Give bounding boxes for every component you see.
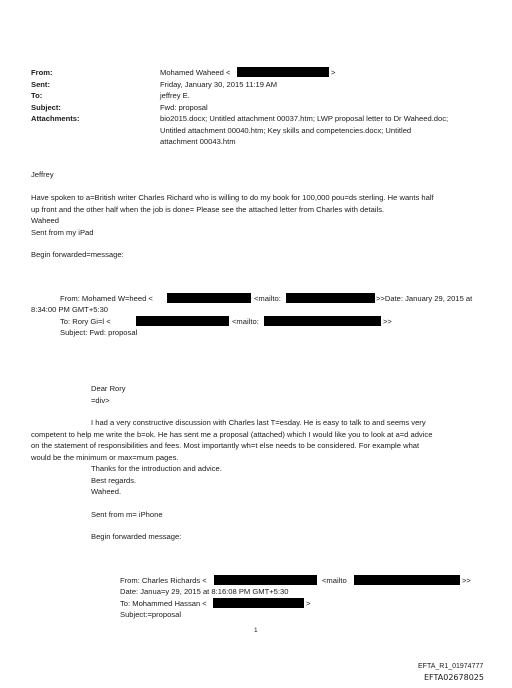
redaction-box xyxy=(354,575,460,585)
fwd2-close: >> xyxy=(462,576,471,585)
fwd1-date: >>Date: January 29, 2015 at xyxy=(376,294,473,303)
sent-value: Friday, January 30, 2015 11:19 AM xyxy=(160,80,278,89)
page-number: 1 xyxy=(254,627,258,634)
bates-number-2: EFTA02678025 xyxy=(424,673,484,682)
thanks-line: Thanks for the introduction and advice. xyxy=(91,464,222,473)
body-line: Have spoken to a=British writer Charles Richard who is willing to do my book for 100,000 pou=ds sterling. He wants half xyxy=(31,193,434,202)
message-line: would be the minimum or max=mum pages. xyxy=(31,453,179,462)
redaction-box xyxy=(214,575,317,585)
fwd2-to: To: Mohammed Hassan < xyxy=(120,599,207,608)
from-label: From: xyxy=(31,68,53,77)
to-value: jeffrey E. xyxy=(160,91,190,100)
message-line: I had a very constructive discussion with Charles last T=esday. He is easy to talk to and seems very xyxy=(91,418,426,427)
attachments-label: Attachments: xyxy=(31,114,80,123)
redaction-box xyxy=(286,293,375,303)
fwd1-to-mailto: <mailto: xyxy=(232,317,259,326)
fwd1-from: From: Mohamed W=heed < xyxy=(60,294,153,303)
fwd1-to-close: >> xyxy=(383,317,392,326)
greeting: Jeffrey xyxy=(31,170,54,179)
redaction-box xyxy=(213,598,304,608)
redaction-box xyxy=(264,316,381,326)
subject-label: Subject: xyxy=(31,103,61,112)
to-label: To: xyxy=(31,91,43,100)
from-close: > xyxy=(331,68,336,77)
sent-from: Sent from my iPad xyxy=(31,228,94,237)
message-line: competent to help me write the b=ok. He has sent me a proposal (attached) which I would like you to look at a=d advice xyxy=(31,430,433,439)
redaction-box xyxy=(136,316,229,326)
bates-number-1: EFTA_R1_01974777 xyxy=(418,663,484,670)
fwd1-to: To: Rory Gi=l < xyxy=(60,317,111,326)
message-line: on the statement of responsibilities and fees. Most importantly wh=t else needs to be considered. For example what xyxy=(31,441,420,450)
name-line: Waheed. xyxy=(91,487,122,496)
begin-forwarded: Begin forwarded=message: xyxy=(31,250,124,259)
subject-value: Fwd: proposal xyxy=(160,103,208,112)
from-value: Mohamed Waheed < xyxy=(160,68,231,77)
fwd2-date: Date: Janua=y 29, 2015 at 8:16:08 PM GMT+5:30 xyxy=(120,587,289,596)
fwd2-from: From: Charles Richards < xyxy=(120,576,207,585)
attachments-line: bio2015.docx; Untitled attachment 00037.htm; LWP proposal letter to Dr Waheed.doc; xyxy=(160,114,449,123)
dear-line: Dear Rory xyxy=(91,384,126,393)
fwd1-time: 8:34:00 PM GMT+5:30 xyxy=(31,305,109,314)
signoff: Waheed xyxy=(31,216,60,225)
fwd1-subject: Subject: Fwd: proposal xyxy=(60,328,138,337)
fwd2-to-close: > xyxy=(306,599,311,608)
sent-from-iphone: Sent from m= iPhone xyxy=(91,510,163,519)
redaction-box xyxy=(237,67,329,77)
begin-forwarded-2: Begin forwarded message: xyxy=(91,532,182,541)
fwd1-mailto: <mailto: xyxy=(254,294,281,303)
sent-label: Sent: xyxy=(31,80,50,89)
body-line: up front and the other half when the job is done= Please see the attached letter from Charles with details. xyxy=(31,205,385,214)
fwd2-subject: Subject:=proposal xyxy=(120,610,182,619)
fwd2-mailto: <mailto xyxy=(322,576,347,585)
redaction-box xyxy=(167,293,251,303)
attachments-line: Untitled attachment 00040.htm; Key skills and competencies.docx; Untitled xyxy=(160,126,412,135)
attachments-line: attachment 00043.htm xyxy=(160,137,236,146)
div-line: =div> xyxy=(91,396,110,405)
regards-line: Best regards. xyxy=(91,476,137,485)
